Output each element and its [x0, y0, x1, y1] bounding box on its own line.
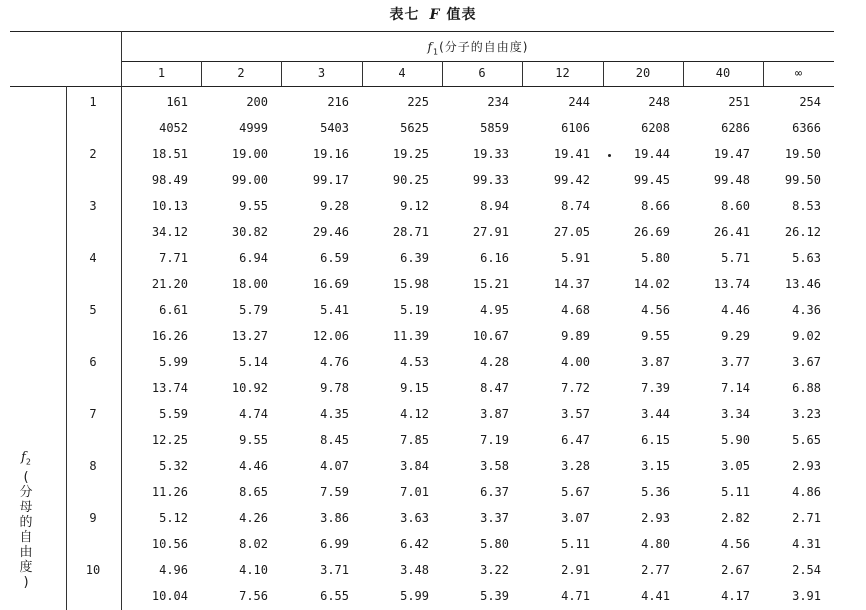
- critical-value-5pct: 3.37: [480, 511, 509, 525]
- critical-value-1pct: 6208: [641, 121, 670, 135]
- critical-value-1pct: 4.71: [561, 589, 590, 603]
- critical-value-1pct: 10.92: [231, 381, 268, 395]
- critical-value-1pct: 4.86: [792, 485, 821, 499]
- top-rule: [10, 31, 834, 32]
- critical-value-1pct: 26.12: [784, 225, 821, 239]
- critical-value-1pct: 5.90: [721, 433, 750, 447]
- critical-value-5pct: 6.16: [480, 251, 509, 265]
- critical-value-1pct: 16.26: [151, 329, 188, 343]
- f2-row-label: 2: [89, 147, 97, 161]
- critical-value-5pct: 244: [568, 95, 590, 109]
- critical-value-5pct: 251: [728, 95, 750, 109]
- critical-value-5pct: 8.66: [641, 199, 670, 213]
- critical-value-1pct: 10.67: [472, 329, 509, 343]
- critical-value-1pct: 6.47: [561, 433, 590, 447]
- critical-value-1pct: 5.80: [480, 537, 509, 551]
- critical-value-5pct: 248: [648, 95, 670, 109]
- critical-value-5pct: 3.05: [721, 459, 750, 473]
- critical-value-5pct: 4.96: [159, 563, 188, 577]
- f1-header: [122, 38, 834, 56]
- critical-value-1pct: 7.59: [320, 485, 349, 499]
- critical-value-1pct: 11.39: [392, 329, 429, 343]
- critical-value-5pct: 2.93: [792, 459, 821, 473]
- critical-value-5pct: 4.74: [239, 407, 268, 421]
- f1-column-heading: 3: [317, 66, 326, 80]
- critical-value-5pct: 4.00: [561, 355, 590, 369]
- f2-row-label: 1: [89, 95, 97, 109]
- critical-value-1pct: 5.67: [561, 485, 590, 499]
- critical-value-1pct: 15.98: [392, 277, 429, 291]
- f1-column-heading: 12: [555, 66, 570, 80]
- critical-value-5pct: 2.67: [721, 563, 750, 577]
- critical-value-1pct: 30.82: [231, 225, 268, 239]
- critical-value-5pct: 4.53: [400, 355, 429, 369]
- critical-value-5pct: 4.07: [320, 459, 349, 473]
- critical-value-1pct: 13.74: [713, 277, 750, 291]
- critical-value-5pct: 8.94: [480, 199, 509, 213]
- critical-value-1pct: 6106: [561, 121, 590, 135]
- f2-row-label: 9: [89, 511, 97, 525]
- critical-value-5pct: 10.13: [151, 199, 188, 213]
- critical-value-5pct: 3.48: [400, 563, 429, 577]
- critical-value-1pct: 8.45: [320, 433, 349, 447]
- f1-column-heading: 20: [635, 66, 651, 80]
- critical-value-1pct: 9.89: [561, 329, 590, 343]
- critical-value-1pct: 26.41: [713, 225, 750, 239]
- critical-value-1pct: 13.46: [784, 277, 821, 291]
- critical-value-5pct: 19.00: [231, 147, 268, 161]
- critical-value-1pct: 9.02: [792, 329, 821, 343]
- critical-value-5pct: 19.47: [713, 147, 750, 161]
- critical-value-5pct: 3.28: [561, 459, 590, 473]
- critical-value-1pct: 99.48: [713, 173, 750, 187]
- f1-description: (分子的自由度): [439, 40, 529, 54]
- critical-value-5pct: 200: [246, 95, 268, 109]
- critical-value-1pct: 8.65: [239, 485, 268, 499]
- f2-symbol: f: [21, 450, 26, 465]
- header-bottom-rule: [10, 86, 834, 87]
- critical-value-1pct: 8.02: [239, 537, 268, 551]
- critical-value-1pct: 7.72: [561, 381, 590, 395]
- critical-value-5pct: 9.55: [239, 199, 268, 213]
- critical-value-1pct: 29.46: [312, 225, 349, 239]
- critical-value-1pct: 4.56: [721, 537, 750, 551]
- critical-value-5pct: 5.12: [159, 511, 188, 525]
- critical-value-1pct: 6366: [792, 121, 821, 135]
- f2-row-label: 6: [89, 355, 97, 369]
- critical-value-1pct: 13.27: [231, 329, 268, 343]
- critical-value-5pct: 3.87: [641, 355, 670, 369]
- f2-divider: [66, 86, 67, 610]
- critical-value-1pct: 99.33: [472, 173, 509, 187]
- critical-value-1pct: 7.85: [400, 433, 429, 447]
- critical-value-1pct: 5403: [320, 121, 349, 135]
- critical-value-5pct: 225: [407, 95, 429, 109]
- f1-column-heading: 4: [398, 66, 406, 80]
- title-prefix: 表七: [389, 7, 420, 23]
- critical-value-1pct: 18.00: [231, 277, 268, 291]
- critical-value-5pct: 19.16: [312, 147, 349, 161]
- f2-header: [16, 450, 36, 590]
- critical-value-5pct: 6.59: [320, 251, 349, 265]
- critical-value-1pct: 99.42: [553, 173, 590, 187]
- f2-description-char: 由: [19, 544, 33, 560]
- critical-value-1pct: 6.55: [320, 589, 349, 603]
- critical-value-5pct: 3.77: [721, 355, 750, 369]
- critical-value-1pct: 99.50: [784, 173, 821, 187]
- critical-value-1pct: 5859: [480, 121, 509, 135]
- f1-symbol: f: [427, 40, 433, 54]
- critical-value-1pct: 99.00: [231, 173, 268, 187]
- critical-value-5pct: 2.77: [641, 563, 670, 577]
- critical-value-5pct: 216: [327, 95, 349, 109]
- critical-value-1pct: 12.06: [312, 329, 349, 343]
- critical-value-5pct: 6.94: [239, 251, 268, 265]
- critical-value-1pct: 7.56: [239, 589, 268, 603]
- critical-value-5pct: 9.28: [320, 199, 349, 213]
- critical-value-1pct: 90.25: [392, 173, 429, 187]
- critical-value-1pct: 4.17: [721, 589, 750, 603]
- critical-value-5pct: 3.84: [400, 459, 429, 473]
- critical-value-5pct: 3.71: [320, 563, 349, 577]
- critical-value-5pct: 19.25: [392, 147, 429, 161]
- critical-value-5pct: 5.32: [159, 459, 188, 473]
- critical-value-1pct: 5.36: [641, 485, 670, 499]
- f2-row-label: 8: [89, 459, 97, 473]
- critical-value-5pct: 2.82: [721, 511, 750, 525]
- f2-description-char: 分: [19, 484, 33, 500]
- critical-value-5pct: 4.46: [239, 459, 268, 473]
- critical-value-5pct: 18.51: [151, 147, 188, 161]
- critical-value-5pct: 7.71: [159, 251, 188, 265]
- critical-value-1pct: 28.71: [392, 225, 429, 239]
- critical-value-1pct: 4.31: [792, 537, 821, 551]
- critical-value-5pct: 3.07: [561, 511, 590, 525]
- critical-value-1pct: 14.37: [553, 277, 590, 291]
- critical-value-5pct: 2.54: [792, 563, 821, 577]
- critical-value-1pct: 7.14: [721, 381, 750, 395]
- critical-value-5pct: 3.87: [480, 407, 509, 421]
- critical-value-1pct: 8.47: [480, 381, 509, 395]
- critical-value-1pct: 14.02: [633, 277, 670, 291]
- critical-value-1pct: 6.42: [400, 537, 429, 551]
- title-f-symbol: F: [429, 7, 441, 23]
- critical-value-5pct: 3.34: [721, 407, 750, 421]
- critical-value-1pct: 11.26: [151, 485, 188, 499]
- f2-row-label: 5: [89, 303, 97, 317]
- critical-value-5pct: 4.68: [561, 303, 590, 317]
- critical-value-1pct: 6286: [721, 121, 750, 135]
- critical-value-1pct: 7.39: [641, 381, 670, 395]
- f2-row-label: 3: [89, 199, 97, 213]
- critical-value-5pct: 5.80: [641, 251, 670, 265]
- critical-value-5pct: 3.58: [480, 459, 509, 473]
- critical-value-1pct: 27.05: [553, 225, 590, 239]
- critical-value-5pct: 4.56: [641, 303, 670, 317]
- table-title: [0, 4, 866, 24]
- critical-value-1pct: 5.11: [721, 485, 750, 499]
- critical-value-5pct: 8.60: [721, 199, 750, 213]
- critical-value-1pct: 15.21: [472, 277, 509, 291]
- critical-value-5pct: 4.95: [480, 303, 509, 317]
- critical-value-5pct: 2.93: [641, 511, 670, 525]
- critical-value-5pct: 6.39: [400, 251, 429, 265]
- critical-value-1pct: 4.80: [641, 537, 670, 551]
- critical-value-1pct: 3.91: [792, 589, 821, 603]
- critical-value-5pct: 2.91: [561, 563, 590, 577]
- critical-value-5pct: 4.46: [721, 303, 750, 317]
- critical-value-5pct: 5.79: [239, 303, 268, 317]
- critical-value-1pct: 5.99: [400, 589, 429, 603]
- critical-value-5pct: 5.91: [561, 251, 590, 265]
- critical-value-5pct: 5.14: [239, 355, 268, 369]
- critical-value-5pct: 161: [166, 95, 188, 109]
- critical-value-5pct: 5.63: [792, 251, 821, 265]
- critical-value-5pct: 3.22: [480, 563, 509, 577]
- critical-value-5pct: 254: [799, 95, 821, 109]
- f1-column-heading: ∞: [794, 66, 803, 80]
- critical-value-5pct: 8.53: [792, 199, 821, 213]
- critical-value-1pct: 10.56: [151, 537, 188, 551]
- critical-value-1pct: 4999: [239, 121, 268, 135]
- critical-value-5pct: 3.86: [320, 511, 349, 525]
- f2-description-char: 度: [19, 559, 33, 575]
- critical-value-5pct: 3.23: [792, 407, 821, 421]
- critical-value-5pct: 3.63: [400, 511, 429, 525]
- f2-row-label: 7: [89, 407, 97, 421]
- critical-value-1pct: 13.74: [151, 381, 188, 395]
- f2-row-label: 10: [85, 563, 101, 577]
- critical-value-5pct: 5.99: [159, 355, 188, 369]
- critical-value-5pct: 2.71: [792, 511, 821, 525]
- critical-value-5pct: 3.67: [792, 355, 821, 369]
- critical-value-1pct: 21.20: [151, 277, 188, 291]
- f2-row-label: 4: [89, 251, 97, 265]
- critical-value-1pct: 99.17: [312, 173, 349, 187]
- critical-value-1pct: 6.88: [792, 381, 821, 395]
- f1-column-heading: 2: [237, 66, 245, 80]
- critical-value-5pct: 6.61: [159, 303, 188, 317]
- critical-value-1pct: 5.39: [480, 589, 509, 603]
- f2-description-char: ): [23, 574, 29, 590]
- critical-value-5pct: 3.15: [641, 459, 670, 473]
- critical-value-5pct: 4.26: [239, 511, 268, 525]
- critical-value-5pct: 8.74: [561, 199, 590, 213]
- critical-value-1pct: 9.55: [239, 433, 268, 447]
- f2-subscript: 2: [25, 457, 31, 467]
- critical-value-1pct: 12.25: [151, 433, 188, 447]
- critical-value-1pct: 6.37: [480, 485, 509, 499]
- critical-value-1pct: 9.15: [400, 381, 429, 395]
- critical-value-5pct: 4.35: [320, 407, 349, 421]
- critical-value-5pct: 4.28: [480, 355, 509, 369]
- f2-description-char: 母: [19, 499, 33, 515]
- critical-value-5pct: 9.12: [400, 199, 429, 213]
- critical-value-1pct: 99.45: [633, 173, 670, 187]
- critical-value-5pct: 19.44: [633, 147, 670, 161]
- critical-value-1pct: 9.29: [721, 329, 750, 343]
- critical-value-5pct: 5.71: [721, 251, 750, 265]
- critical-value-1pct: 5.65: [792, 433, 821, 447]
- critical-value-5pct: 234: [487, 95, 509, 109]
- critical-value-5pct: 19.50: [784, 147, 821, 161]
- critical-value-5pct: 4.10: [239, 563, 268, 577]
- critical-value-1pct: 5625: [400, 121, 429, 135]
- critical-value-5pct: 5.59: [159, 407, 188, 421]
- critical-value-1pct: 26.69: [633, 225, 670, 239]
- critical-value-1pct: 98.49: [151, 173, 188, 187]
- critical-value-1pct: 9.78: [320, 381, 349, 395]
- f1-column-heading: 6: [478, 66, 486, 80]
- critical-value-5pct: 3.44: [641, 407, 670, 421]
- f1-column-heading: 1: [157, 66, 166, 80]
- f2-description-char: 自: [19, 529, 33, 545]
- critical-value-5pct: 4.12: [400, 407, 429, 421]
- f2-description: [16, 470, 36, 590]
- critical-value-1pct: 5.11: [561, 537, 590, 551]
- critical-value-1pct: 4052: [159, 121, 188, 135]
- f1-column-heading: 40: [715, 66, 731, 80]
- critical-value-5pct: 19.41: [553, 147, 590, 161]
- critical-value-1pct: 7.01: [400, 485, 429, 499]
- critical-value-1pct: 7.19: [480, 433, 509, 447]
- critical-value-1pct: 16.69: [312, 277, 349, 291]
- critical-value-1pct: 4.41: [641, 589, 670, 603]
- title-suffix: 值表: [446, 7, 477, 23]
- critical-value-1pct: 6.15: [641, 433, 670, 447]
- critical-value-1pct: 10.04: [151, 589, 188, 603]
- f2-description-char: 的: [19, 514, 33, 530]
- critical-value-1pct: 27.91: [472, 225, 509, 239]
- critical-value-5pct: 5.19: [400, 303, 429, 317]
- critical-value-5pct: 4.76: [320, 355, 349, 369]
- f1-subscript: 1: [432, 47, 440, 57]
- print-speck: [608, 154, 611, 157]
- critical-value-5pct: 3.57: [561, 407, 590, 421]
- critical-value-5pct: 5.41: [320, 303, 349, 317]
- critical-value-5pct: 4.36: [792, 303, 821, 317]
- critical-value-5pct: 19.33: [472, 147, 509, 161]
- f2-description-char: (: [23, 469, 29, 485]
- critical-value-1pct: 34.12: [151, 225, 188, 239]
- critical-value-1pct: 6.99: [320, 537, 349, 551]
- critical-value-1pct: 9.55: [641, 329, 670, 343]
